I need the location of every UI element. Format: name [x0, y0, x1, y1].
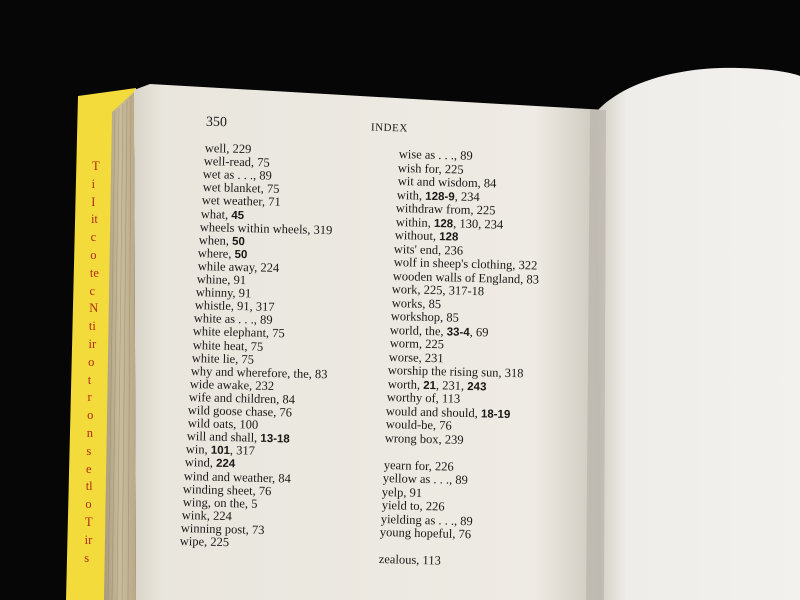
entry-text: wheels within wheels, 319 — [199, 219, 333, 237]
entry-text: wife and children, 84 — [188, 389, 296, 407]
cover-letter: it — [90, 212, 98, 227]
index-entry — [380, 524, 472, 542]
entry-text: whinny, 91 — [195, 285, 252, 301]
entry-text: zealous, 113 — [378, 551, 441, 568]
entry-text: wise as . . ., 89 — [398, 146, 473, 163]
entry-text: wink, 224 — [181, 507, 232, 524]
cover-letter: T — [92, 159, 100, 173]
cover-letter: n — [86, 426, 93, 440]
index-entry — [385, 430, 464, 448]
entry-page-bold: 45 — [231, 209, 245, 222]
entry-text: works, 85 — [391, 295, 441, 311]
entry-text: young hopeful, 76 — [379, 524, 472, 542]
entry-page-bold: 101 — [210, 444, 231, 458]
entry-page-bold: 13-18 — [259, 432, 290, 446]
entry-text: wet as . . ., 89 — [202, 167, 273, 183]
entry-text: where, — [197, 245, 236, 261]
entry-page-bold: 128-9 — [425, 190, 455, 203]
entry-page-bold: 128 — [433, 217, 453, 230]
entry-text: when, — [198, 232, 233, 248]
cover-letter: N — [89, 301, 99, 316]
entry-text: worm, 225 — [389, 335, 444, 352]
facing-page — [596, 68, 800, 600]
index-entry — [378, 551, 440, 569]
page-number: 350 — [205, 114, 228, 131]
entry-text: wet weather, 71 — [201, 193, 281, 210]
entry-page-bold: 18-19 — [481, 407, 511, 421]
cover-letter: c — [90, 230, 97, 245]
entry-text: workshop, 85 — [390, 308, 459, 325]
entry-text: winning post, 73 — [180, 520, 265, 537]
entry-text: wits' end, 236 — [393, 241, 464, 258]
cover-letter: e — [86, 461, 92, 476]
entry-page-bold: 50 — [234, 248, 248, 262]
entry-text: withdraw from, 225 — [395, 200, 496, 218]
entry-text: yielding as . . ., 89 — [380, 511, 473, 528]
entry-page-bold: 224 — [215, 458, 236, 471]
entry-text: white lie, 75 — [191, 350, 254, 367]
entry-text: within, — [395, 214, 434, 230]
running-head: INDEX — [370, 121, 408, 135]
entry-page-bold: 33-4 — [446, 325, 471, 339]
entry-text: wish for, 225 — [397, 160, 465, 177]
cover-letter: t — [87, 372, 92, 387]
cover-letter: o — [85, 497, 92, 512]
entry-text: worse, 231 — [388, 349, 444, 365]
entry-text: winding sheet, 76 — [183, 481, 272, 498]
entry-text: wing, on the, 5 — [182, 494, 258, 511]
entry-text: worth, — [387, 376, 423, 392]
entry-text: yield to, 226 — [381, 497, 445, 514]
entry-text: wind and weather, 84 — [183, 468, 292, 486]
entry-text: wind, — [184, 455, 217, 471]
entry-text: wipe, 225 — [179, 533, 230, 550]
entry-text: worthy of, 113 — [386, 389, 461, 406]
entry-page-bold: 128 — [439, 231, 459, 244]
entry-text: wooden walls of England, 83 — [392, 268, 540, 287]
cover-letter: ti — [88, 319, 96, 334]
cover-letter: ir — [84, 532, 93, 547]
entry-text: white as . . ., 89 — [193, 311, 273, 328]
entry-text: without, — [394, 227, 440, 244]
entry-text: yellow as . . ., 89 — [382, 470, 468, 488]
cover-letter: i — [91, 176, 96, 191]
entry-text: with, — [396, 187, 426, 203]
entry-text: work, 225, 317-18 — [391, 281, 485, 299]
entry-text: , 231, — [435, 377, 468, 393]
entry-text: white elephant, 75 — [193, 324, 286, 341]
cover-letter: ir — [88, 337, 97, 351]
entry-text: , 234 — [454, 188, 480, 204]
entry-text: would-be, 76 — [385, 416, 452, 433]
cover-letter: T — [85, 515, 93, 529]
cover-letter: s — [86, 443, 92, 458]
entry-page-bold: 50 — [232, 235, 246, 248]
entry-text: , 130, 234 — [452, 215, 503, 232]
cover-letter: I — [91, 194, 96, 209]
cover-letter: te — [89, 265, 99, 280]
cover-letter: o — [90, 248, 97, 262]
cover-letter: s — [84, 550, 90, 565]
cover-letter: o — [87, 408, 94, 423]
cover-letter: c — [89, 283, 96, 298]
entry-text: wet blanket, 75 — [202, 180, 280, 197]
entry-text: yearn for, 226 — [383, 457, 454, 474]
entry-text: wrong box, 239 — [384, 430, 464, 447]
entry-text: whistle, 91, 317 — [194, 298, 275, 315]
entry-text: wide awake, 232 — [189, 376, 275, 393]
entry-text: worship the rising sun, 318 — [387, 362, 524, 381]
entry-text: well-read, 75 — [203, 154, 271, 170]
index-entry — [180, 533, 230, 550]
cover-letter: o — [88, 354, 95, 369]
entry-text: whine, 91 — [196, 271, 246, 288]
entry-text: will and shall, — [186, 429, 261, 445]
entry-text: wit and wisdom, 84 — [397, 173, 497, 191]
entry-text: well, 229 — [204, 140, 252, 157]
entry-text: world, the, — [389, 322, 448, 338]
cover-letter: tl — [85, 479, 93, 494]
entry-text: wild goose chase, 76 — [188, 402, 293, 420]
entry-text: win, — [185, 442, 211, 457]
entry-text: what, — [200, 206, 232, 222]
cover-letter: r — [87, 390, 92, 405]
entry-page-bold: 243 — [466, 380, 487, 393]
entry-text: while away, 224 — [197, 258, 279, 275]
entry-text: , 69 — [469, 324, 489, 339]
entry-text: why and wherefore, the, 83 — [190, 363, 328, 382]
entry-page-bold: 21 — [422, 379, 436, 392]
entry-text: would and should, — [385, 403, 482, 420]
entry-text: yelp, 91 — [381, 484, 423, 500]
entry-text: white heat, 75 — [192, 337, 263, 354]
entry-text: , 317 — [229, 443, 256, 458]
entry-text: wolf in sheep's clothing, 322 — [393, 254, 538, 273]
entry-text: wild oats, 100 — [187, 416, 259, 432]
